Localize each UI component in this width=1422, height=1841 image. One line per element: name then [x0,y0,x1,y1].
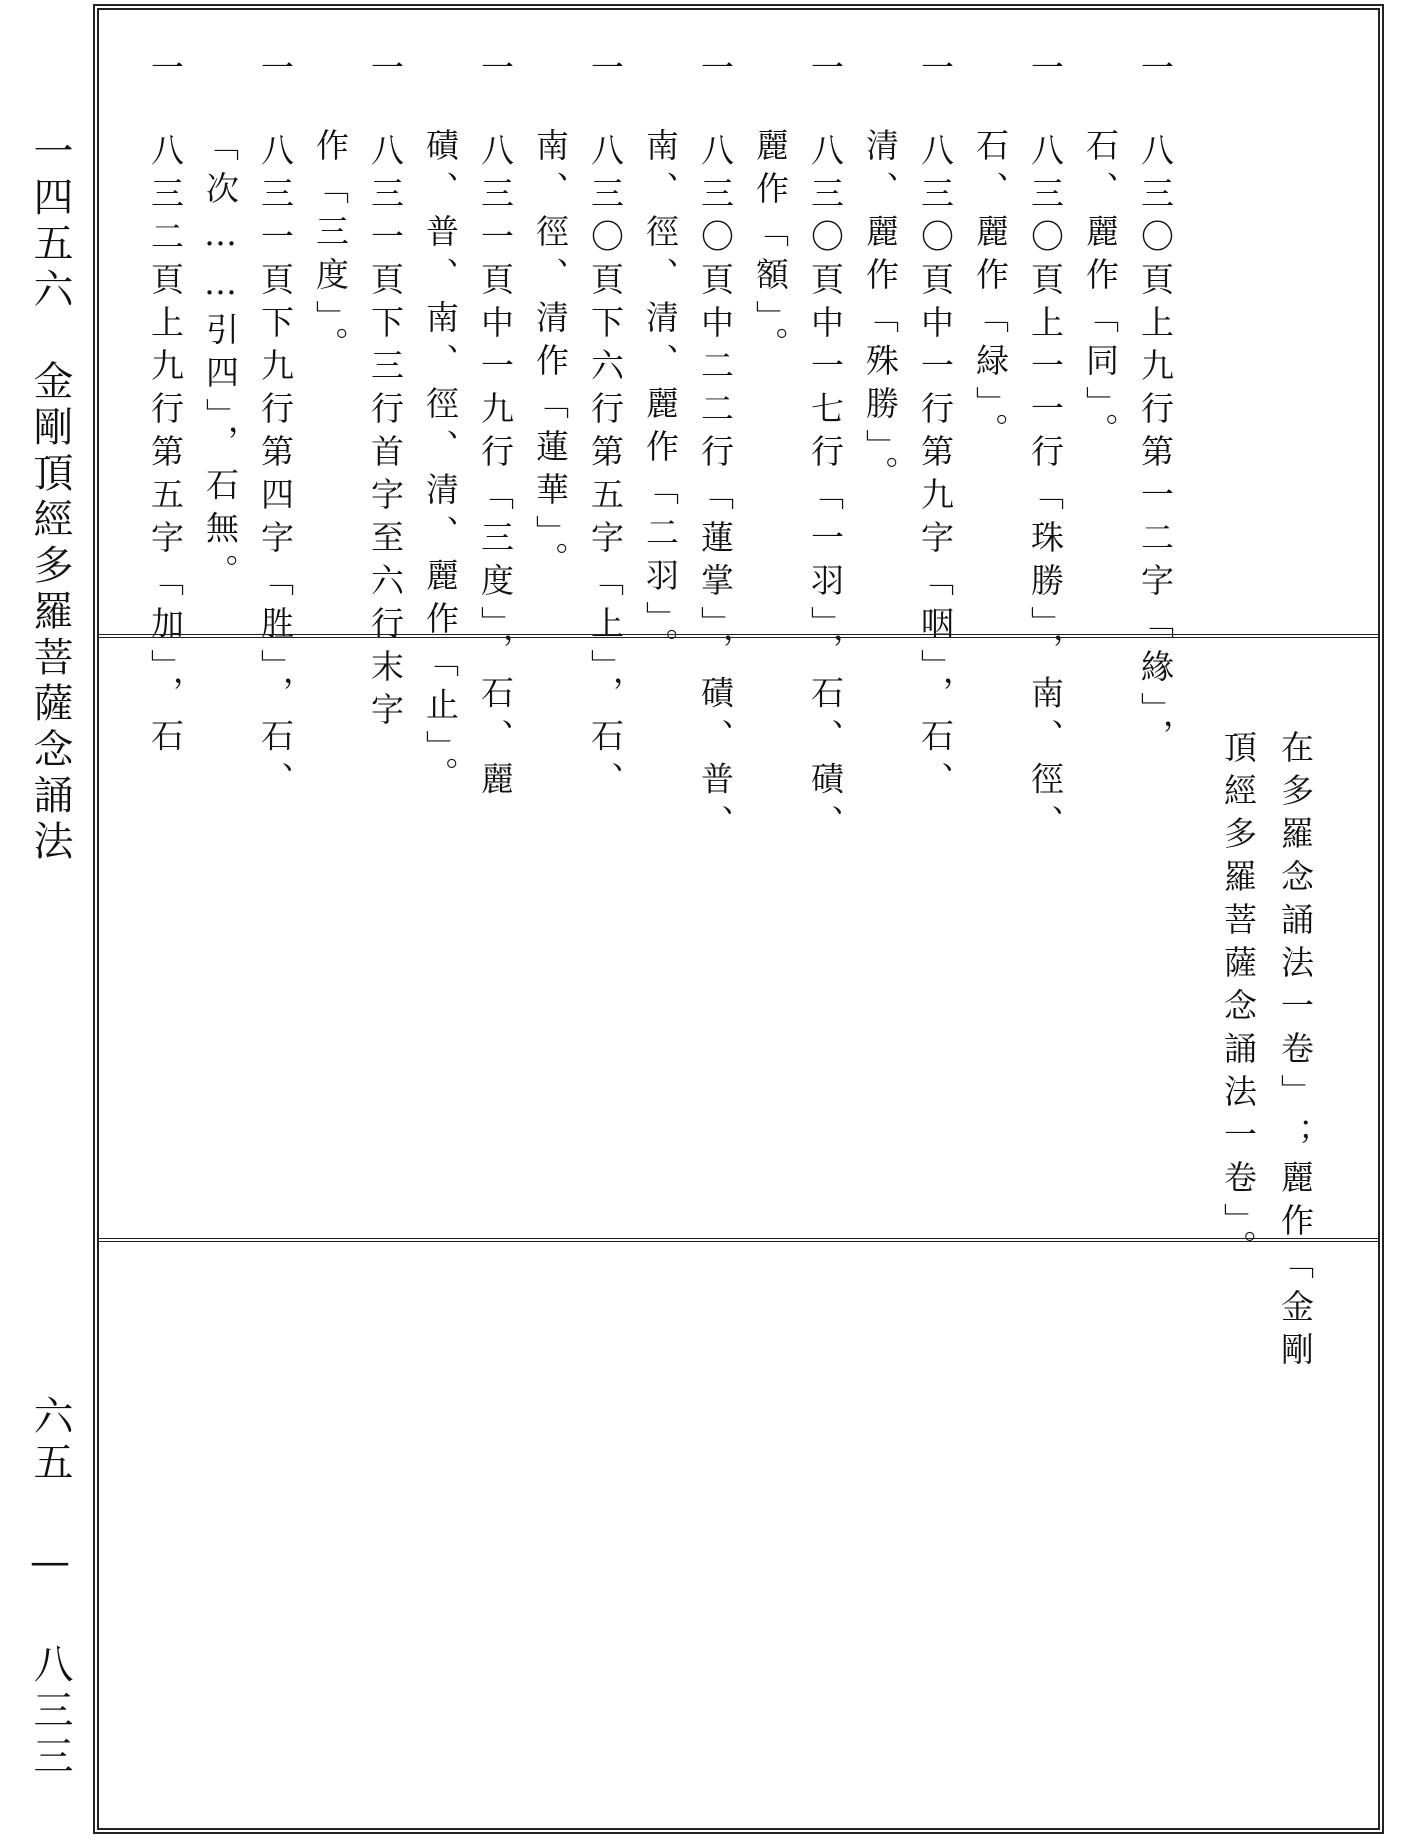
note-column: 一八三〇頁上一一行「珠勝」，南、徑、 [1026,50,1065,848]
note-column: 一八三一頁中一九行「三度」，石、麗 [476,50,515,805]
note-column: 一八三〇頁中一七行「一羽」，石、磧、 [806,50,845,848]
collation-notes-panel [99,10,1378,848]
note-column: 一八三一頁下九行第四字「胜」，石、 [256,50,295,805]
panel-divider [99,1238,1378,1242]
colophon-line: 在多羅念誦法一卷」；麗作「金剛 [1276,730,1315,1375]
note-column: 一八三一頁下三行首字至六行末字 [366,50,405,735]
margin-title: 一四五六 金剛頂經多羅菩薩念誦法 [27,130,73,866]
note-continuation: 磧、普、南、徑、清、麗作「止」。 [421,128,460,800]
note-continuation: 「次……引四」，石無。 [201,128,240,597]
margin-page-range: 六五 — 八三三 [27,1395,73,1781]
note-continuation: 作「三度」。 [311,128,350,370]
note-continuation: 麗作「額」。 [751,128,790,370]
panel-divider [99,634,1378,638]
note-continuation: 石、麗作「同」。 [1081,128,1120,456]
colophon-line: 頂經多羅菩薩念誦法一卷」。 [1219,730,1258,1273]
note-column: 一八三〇頁中一行第九字「咽」，石、 [916,50,955,805]
page-frame [93,4,1384,1834]
note-column: 一八三〇頁上九行第一二字「緣」， [1136,50,1175,762]
note-column: 一八三〇頁中二二行「蓮掌」，磧、普、 [696,50,735,848]
note-continuation: 南、徑、清、麗作「二羽」。 [641,128,680,671]
note-column: 一八三〇頁下六行第五字「上」，石、 [586,50,625,805]
note-continuation: 清、麗作「殊勝」。 [861,128,900,499]
note-column: 一八三二頁上九行第五字「加」，石 [146,50,185,762]
note-continuation: 南、徑、清作「蓮華」。 [531,128,570,585]
note-continuation: 石、麗作「緑」。 [971,128,1010,456]
